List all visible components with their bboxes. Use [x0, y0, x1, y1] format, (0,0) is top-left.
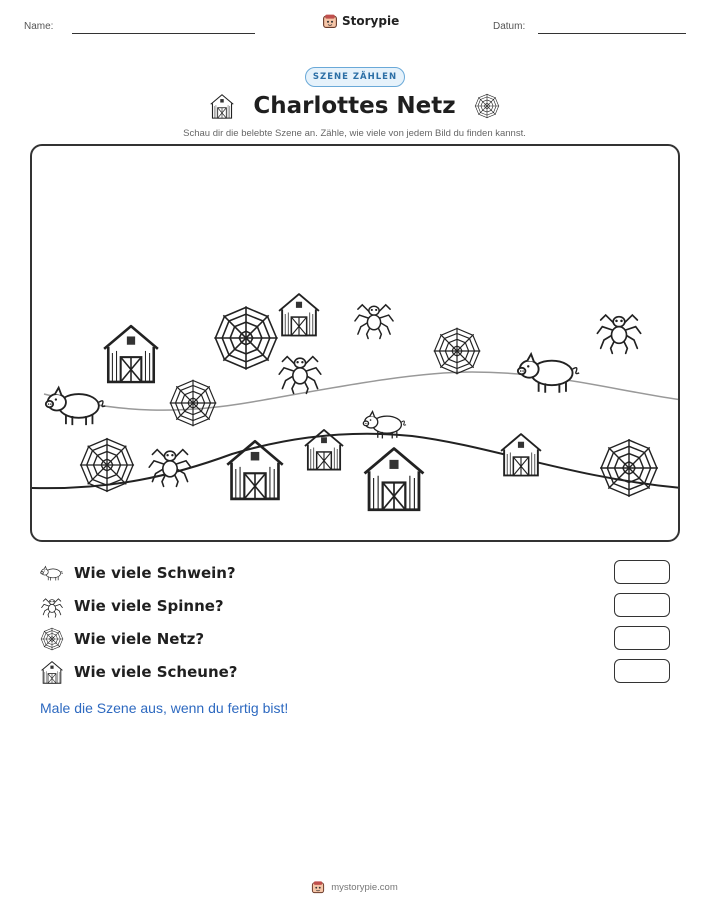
spider-icon [40, 594, 64, 618]
answer-box[interactable] [614, 593, 670, 617]
question-row [40, 560, 670, 586]
pig-icon [516, 346, 582, 398]
brand-logo [322, 13, 399, 29]
web-icon [598, 436, 660, 500]
instructions: Schau dir die belebte Szene an. Zähle, wie viele von jedem Bild du finden kannst. [183, 128, 526, 139]
web-icon [78, 436, 136, 494]
barn-icon [100, 322, 162, 384]
brand-name: Storypie [342, 14, 400, 28]
storypie-logo-icon [322, 13, 338, 29]
barn-icon [209, 93, 235, 119]
storypie-logo-icon [311, 880, 325, 894]
question-text: Wie viele Netz? [74, 630, 205, 648]
spider-icon [594, 304, 644, 356]
page-title: Charlottes Netz [253, 93, 456, 119]
answer-box[interactable] [614, 626, 670, 650]
barn-icon [498, 430, 544, 478]
web-icon [432, 324, 482, 378]
pig-icon [362, 404, 408, 444]
spider-icon [146, 440, 194, 488]
web-icon [40, 627, 64, 651]
url-text[interactable]: mystorypie.com [331, 881, 398, 893]
pig-icon [44, 380, 108, 430]
web-icon [168, 378, 218, 428]
answer-box[interactable] [614, 659, 670, 683]
question-row [40, 626, 670, 652]
question-row [40, 659, 670, 685]
question-text: Wie viele Spinne? [74, 597, 224, 615]
barn-icon [276, 290, 322, 338]
barn-icon [360, 442, 428, 514]
date-label: Datum: [493, 21, 526, 32]
name-label: Name: [24, 21, 54, 32]
scene-count-badge: SZENE ZÄHLEN [305, 67, 405, 87]
web-icon [474, 93, 500, 119]
web-icon [212, 304, 280, 372]
question-text: Wie viele Scheune? [74, 663, 238, 681]
question-row [40, 593, 670, 619]
spider-icon [276, 346, 324, 396]
footer-url [0, 880, 709, 894]
counting-scene [30, 144, 680, 542]
pig-icon [40, 561, 64, 585]
question-text: Wie viele Schwein? [74, 564, 236, 582]
barn-icon [40, 660, 64, 684]
barn-icon [302, 426, 346, 472]
name-line[interactable] [72, 33, 255, 34]
answer-box[interactable] [614, 560, 670, 584]
title-row [0, 93, 709, 119]
coloring-note: Male die Szene aus, wenn du fertig bist! [40, 700, 289, 716]
barn-icon [223, 436, 287, 502]
date-line[interactable] [538, 33, 686, 34]
spider-icon [352, 296, 396, 340]
